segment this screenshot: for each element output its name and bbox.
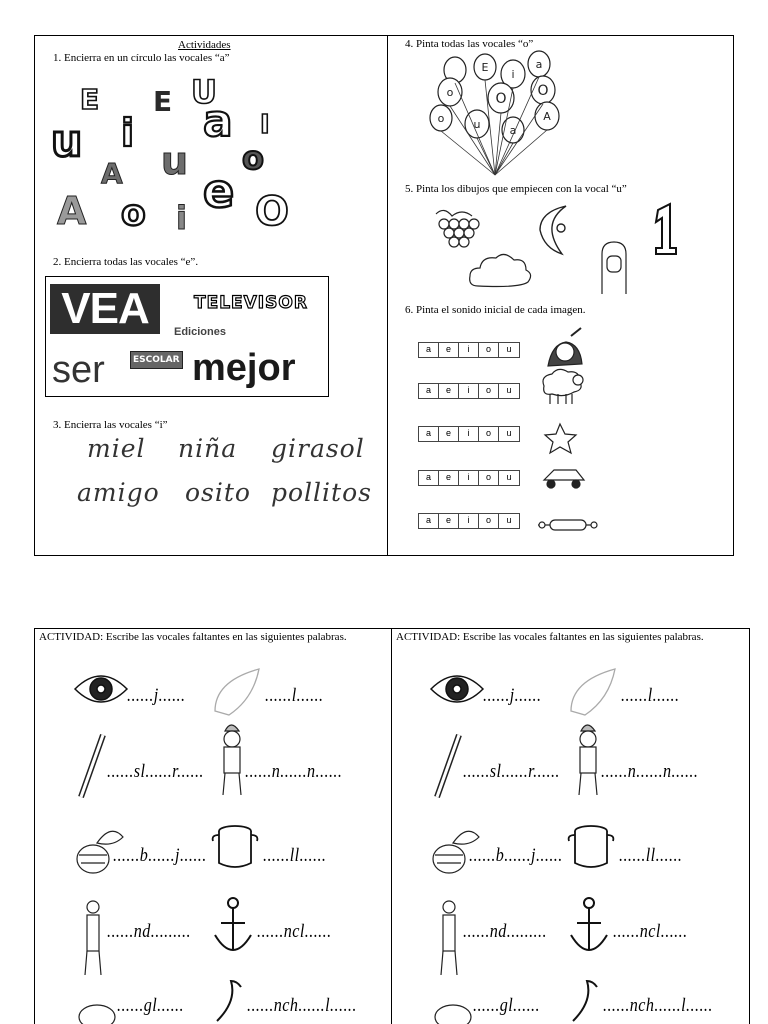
vowel-choice-cell[interactable]: u — [506, 515, 512, 525]
pot-icon — [569, 826, 614, 867]
balloon-letter: O — [537, 83, 549, 99]
fill-in-word[interactable]: ......gl...... — [473, 995, 540, 1016]
cursive-word: niña — [178, 434, 238, 463]
cursive-word: amigo — [77, 478, 160, 507]
native-man-icon — [441, 901, 457, 975]
vowel-choice-cell[interactable]: i — [459, 384, 479, 398]
activity-3-instruction: 3. Encierra las vocales “i” — [53, 419, 168, 431]
vowel-choice-row — [418, 383, 520, 399]
dwarf-icon — [223, 725, 241, 795]
vowel-choice-cell[interactable]: e — [439, 343, 459, 357]
vowel-choice-cell[interactable]: a — [419, 471, 439, 485]
balloon-letter: i — [511, 68, 515, 81]
vowel-choice-cell[interactable]: i — [459, 514, 479, 528]
cursive-word: osito — [185, 478, 251, 507]
vowel-choice-cell[interactable]: a — [419, 343, 439, 357]
ser-word: ser — [52, 349, 105, 391]
fill-in-word[interactable]: ......ncl...... — [613, 921, 688, 942]
rolling-pin-icon — [437, 735, 459, 797]
vowel-choice-row — [418, 342, 520, 358]
eye-icon — [431, 676, 483, 702]
anchor-icon — [215, 898, 251, 950]
vowel-choice-cell[interactable]: u — [506, 385, 512, 395]
native-man-icon — [85, 901, 101, 975]
left-column-pictures-2 — [211, 667, 271, 1024]
fill-in-word[interactable]: ......gl...... — [117, 995, 184, 1016]
finger-nail-icon — [602, 242, 626, 294]
cursive-word: pollitos — [271, 478, 372, 507]
wing-icon — [215, 669, 259, 715]
balloon-letter: O — [495, 91, 507, 107]
fill-in-word[interactable]: ......sl......r...... — [463, 761, 560, 782]
fill-in-word[interactable]: ......b......j...... — [469, 845, 563, 866]
worksheet-title: Actividades — [178, 39, 231, 51]
fill-in-word[interactable]: ......b......j...... — [113, 845, 207, 866]
activity-instruction: ACTIVIDAD: Escribe las vocales faltantes en las siguientes palabras. — [39, 631, 347, 643]
right-column-pictures-2 — [567, 667, 627, 1024]
turtle-icon — [435, 1005, 471, 1024]
activity-instruction: ACTIVIDAD: Escribe las vocales faltantes en las siguientes palabras. — [396, 631, 704, 643]
activity-6-instruction: 6. Pinta el sonido inicial de cada imagen. — [405, 304, 586, 316]
vowel-letter: U — [191, 73, 217, 111]
vowel-letter: a — [203, 96, 233, 147]
vowel-letter: o — [242, 139, 264, 177]
vowel-choice-cell[interactable]: o — [479, 514, 499, 528]
balloon-letter: a — [535, 58, 543, 71]
activity-1-instruction: 1. Encierra en un círculo las vocales “a” — [53, 52, 230, 64]
balloon-letter: u — [473, 118, 481, 131]
balloons-drawing — [425, 50, 565, 182]
star-icon — [545, 424, 576, 453]
vowel-letter: u — [161, 139, 189, 183]
fill-in-word[interactable]: ......j...... — [127, 685, 186, 706]
vowel-letter: I — [260, 110, 270, 140]
fill-in-word[interactable]: ......nch......l...... — [247, 995, 357, 1016]
fill-in-word[interactable]: ......l...... — [621, 685, 680, 706]
dwarf-icon — [579, 725, 597, 795]
televisor-word: TELEVISOR — [194, 293, 308, 313]
sheep-icon — [543, 369, 583, 404]
vowel-choice-cell[interactable]: u — [506, 344, 512, 354]
grapes-icon — [436, 210, 479, 247]
fill-in-word[interactable]: ......nd......... — [107, 921, 191, 942]
vowel-letter: u — [51, 116, 83, 167]
vowel-choice-row — [418, 513, 520, 529]
vowel-choice-cell[interactable]: e — [439, 514, 459, 528]
vowel-letter: A — [57, 189, 87, 233]
balloon-letter: o — [437, 112, 445, 125]
vea-logo-block: VEA — [50, 284, 160, 334]
cloud-icon — [470, 254, 531, 286]
activity-2-instruction: 2. Encierra todas las vocales “e”. — [53, 256, 199, 268]
activity-4-instruction: 4. Pinta todas las vocales “o” — [405, 38, 534, 50]
cursive-word: miel — [87, 434, 146, 463]
fill-in-word[interactable]: ......l...... — [265, 685, 324, 706]
vowel-choice-cell[interactable]: e — [439, 384, 459, 398]
ediciones-word: Ediciones — [174, 326, 226, 338]
vowel-choice-row — [418, 470, 520, 486]
fill-in-word[interactable]: ......j...... — [483, 685, 542, 706]
vowel-letter: A — [101, 157, 123, 190]
vowel-letter: o — [121, 193, 146, 234]
vowel-choice-cell[interactable]: u — [506, 428, 512, 438]
column-divider — [391, 629, 392, 1024]
activity-6-pictures — [538, 328, 598, 543]
top-worksheet — [34, 35, 734, 556]
vowel-choice-cell[interactable]: a — [419, 514, 439, 528]
activity-5-pictures — [430, 202, 690, 294]
vowel-letter: E — [153, 85, 173, 118]
vowel-choice-cell[interactable]: a — [419, 427, 439, 441]
fill-in-word[interactable]: ......ll...... — [263, 845, 327, 866]
moon-icon — [540, 206, 566, 254]
escolar-badge: ESCOLAR — [130, 351, 183, 369]
logo-vea-ediciones — [45, 276, 329, 397]
fill-in-word[interactable]: ......ncl...... — [257, 921, 332, 942]
hook-icon — [217, 981, 241, 1021]
vowel-choice-cell[interactable]: o — [479, 471, 499, 485]
balloon-letter: o — [446, 86, 454, 99]
vowel-choice-cell[interactable]: a — [419, 384, 439, 398]
vowel-choice-row — [418, 426, 520, 442]
fill-in-word[interactable]: ......n......n...... — [245, 761, 343, 782]
fill-in-word[interactable]: ......n......n...... — [601, 761, 699, 782]
balloon-letter: E — [481, 61, 489, 74]
hook-icon — [573, 981, 597, 1021]
bottom-worksheet — [34, 628, 750, 1024]
vowel-choice-cell[interactable]: u — [506, 472, 512, 482]
mejor-word: mejor — [192, 347, 296, 389]
vowel-choice-cell[interactable]: o — [479, 384, 499, 398]
turtle-icon — [79, 1005, 115, 1024]
rolling-pin-icon — [81, 735, 103, 797]
cursive-word: girasol — [271, 434, 365, 463]
vowel-choice-cell[interactable]: i — [459, 471, 479, 485]
vowel-letter: i — [176, 199, 187, 237]
vowel-choice-cell[interactable]: i — [459, 427, 479, 441]
pot-icon — [213, 826, 258, 867]
anchor-icon — [571, 898, 607, 950]
fill-in-word[interactable]: ......sl......r...... — [107, 761, 204, 782]
balloon-letter: A — [543, 110, 551, 123]
vowel-choice-cell[interactable]: o — [479, 343, 499, 357]
vowel-letter: i — [121, 111, 135, 155]
rolling-pin-icon — [538, 520, 597, 530]
fill-in-word[interactable]: ......nd......... — [463, 921, 547, 942]
native-boy-icon — [548, 328, 582, 366]
column-divider — [387, 36, 388, 555]
vowel-letter: E — [80, 83, 100, 116]
fill-in-word[interactable]: ......ll...... — [619, 845, 683, 866]
eye-icon — [75, 676, 127, 702]
activity-5-instruction: 5. Pinta los dibujos que empiecen con la vocal “u” — [405, 183, 627, 195]
vowel-letter: e — [203, 164, 235, 218]
vowel-choice-cell[interactable]: i — [459, 343, 479, 357]
vowel-choice-cell[interactable]: e — [439, 427, 459, 441]
vowel-choice-cell[interactable]: e — [439, 471, 459, 485]
fill-in-word[interactable]: ......nch......l...... — [603, 995, 713, 1016]
vowel-choice-cell[interactable]: o — [479, 427, 499, 441]
wing-icon — [571, 669, 615, 715]
balloon-letter: a — [509, 124, 517, 137]
vowel-letter: O — [255, 189, 290, 235]
car-toy-icon — [544, 470, 584, 488]
number-one-icon — [656, 204, 676, 254]
